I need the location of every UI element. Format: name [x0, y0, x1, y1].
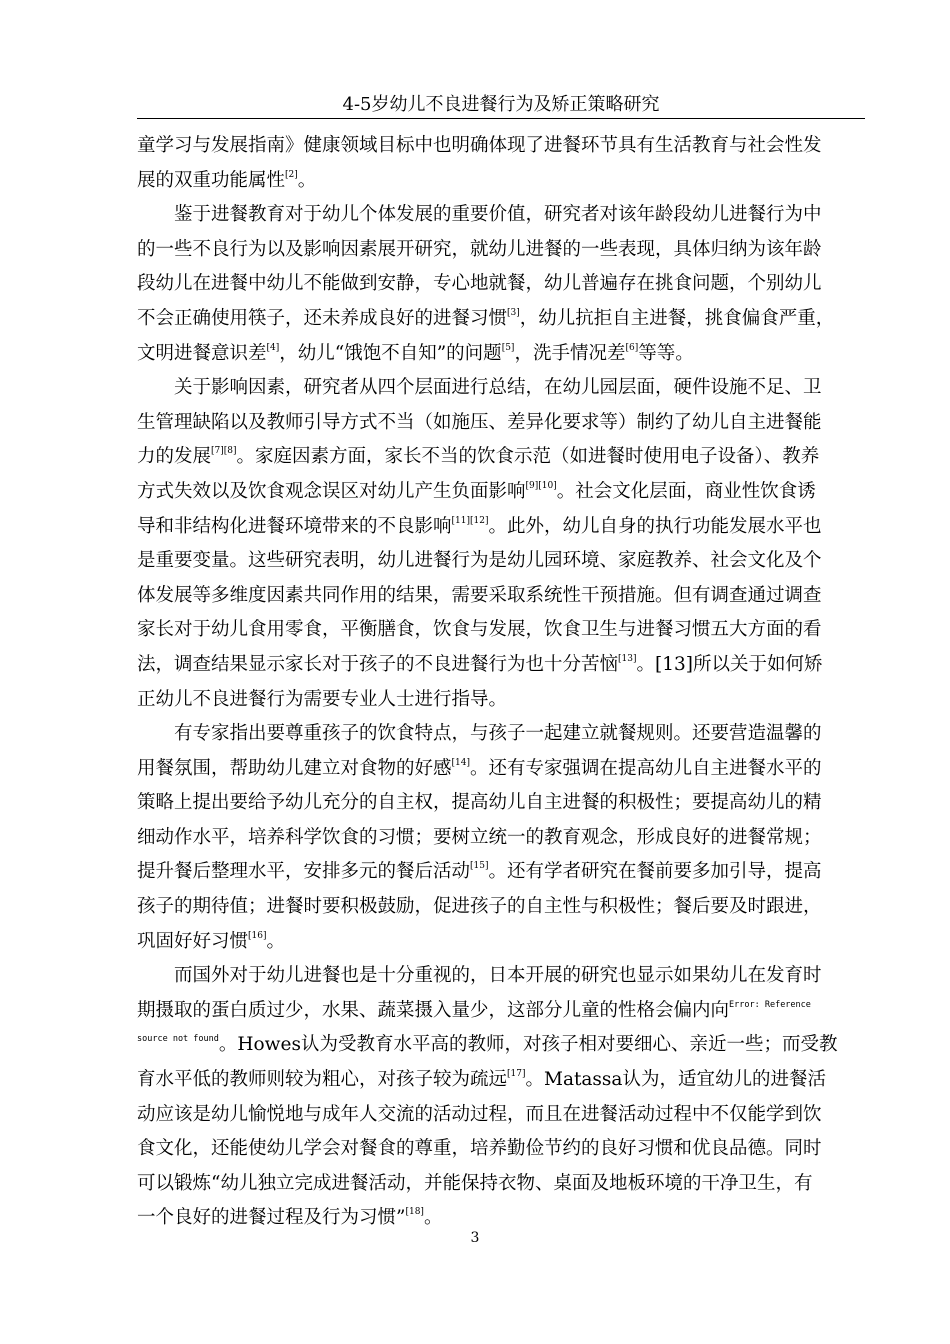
text-line: 力的发展[7][8]。家庭因素方面，家长不当的饮食示范（如进餐时使用电子设备）、教养 [137, 446, 820, 468]
text-line: 展的双重功能属性[2]。 [137, 169, 317, 191]
citation: [17] [507, 1069, 526, 1080]
text-line: 动应该是幼儿愉悦地与成年人交流的活动过程，而且在进餐活动过程中不仅能学到饮 [137, 1103, 822, 1125]
citation: [18] [405, 1207, 424, 1218]
text-line: 体发展等多维度因素共同作用的结果，需要采取系统性干预措施。但有调查通过调查 [137, 584, 822, 606]
text-line: 文明进餐意识差[4]，幼儿“饿饱不自知”的问题[5]，洗手情况差[6]等等。 [137, 342, 694, 364]
text-line: 家长对于幼儿食用零食，平衡膳食，饮食与发展，饮食卫生与进餐习惯五大方面的看 [137, 619, 822, 641]
citation: [11][12] [451, 515, 489, 526]
text-line: 一个良好的进餐过程及行为习惯”[18]。 [137, 1207, 443, 1229]
text-line: 细动作水平，培养科学饮食的习惯；要树立统一的教育观念，形成良好的进餐常规； [137, 826, 822, 848]
text-line: 方式失效以及饮食观念误区对幼儿产生负面影响[9][10]。社会文化层面，商业性饮食诱 [137, 480, 816, 502]
citation: [4] [266, 342, 280, 353]
paragraph [137, 959, 853, 1236]
text-line: 食文化，还能使幼儿学会对餐食的尊重，培养勤俭节约的良好习惯和优良品德。同时 [137, 1138, 822, 1160]
text-line: 鉴于进餐教育对于幼儿个体发展的重要价值，研究者对该年龄段幼儿进餐行为中 [174, 204, 822, 226]
paragraph [137, 371, 853, 717]
citation: [16] [248, 930, 267, 941]
text-line: 正幼儿不良进餐行为需要专业人士进行指导。 [137, 688, 508, 710]
citation: [7][8] [211, 446, 237, 457]
text-line: 而国外对于幼儿进餐也是十分重视的，日本开展的研究也显示如果幼儿在发育时 [174, 965, 822, 987]
text-line: 不会正确使用筷子，还未养成良好的进餐习惯[3]，幼儿抗拒自主进餐，挑食偏食严重， [137, 307, 835, 329]
citation: [15] [470, 861, 489, 872]
text-line: 的一些不良行为以及影响因素展开研究，就幼儿进餐的一些表现，具体归纳为该年龄 [137, 238, 822, 260]
text-line: 巩固好好习惯[16]。 [137, 930, 286, 952]
text-line: 育水平低的教师则较为粗心，对孩子较为疏远[17]。Matassa认为，适宜幼儿的进餐活 [137, 1069, 826, 1091]
text-line: 策略上提出要给予幼儿充分的自主权，提高幼儿自主进餐的积极性；要提高幼儿的精 [137, 792, 822, 814]
text-line: 段幼儿在进餐中幼儿不能做到安静，专心地就餐，幼儿普遍存在挑食问题，个别幼儿 [137, 273, 822, 295]
text-line: 法，调查结果显示家长对于孩子的不良进餐行为也十分苦恼[13]。[13]所以关于如何矫 [137, 653, 823, 675]
paragraph [137, 198, 853, 371]
page-number: 3 [470, 1230, 480, 1246]
text-line: 用餐氛围，帮助幼儿建立对食物的好感[14]。还有专家强调在提高幼儿自主进餐水平的 [137, 757, 822, 779]
reference-error: source not found [137, 1034, 219, 1045]
citation: [14] [451, 757, 470, 768]
text-line: 童学习与发展指南》健康领域目标中也明确体现了进餐环节具有生活教育与社会性发 [137, 135, 822, 156]
running-header: 4-5岁幼儿不良进餐行为及矫正策略研究 [342, 94, 660, 115]
paragraph [137, 129, 853, 198]
text-line: 有专家指出要尊重孩子的饮食特点，与孩子一起建立就餐规则。还要营造温馨的 [174, 723, 822, 745]
body-text [137, 129, 853, 1236]
header-rule [137, 118, 865, 119]
citation: [9][10] [525, 480, 557, 491]
citation: [13] [618, 653, 637, 664]
text-line: 导和非结构化进餐环境带来的不良影响[11][12]。此外，幼儿自身的执行功能发展水平也 [137, 515, 822, 537]
paragraph [137, 717, 853, 959]
text-line: 生管理缺陷以及教师引导方式不当（如施压、差异化要求等）制约了幼儿自主进餐能 [137, 411, 822, 433]
text-line: 关于影响因素，研究者从四个层面进行总结，在幼儿园层面，硬件设施不足、卫 [174, 377, 822, 399]
text-line: 提升餐后整理水平，安排多元的餐后活动[15]。还有学者研究在餐前要多加引导，提高 [137, 861, 822, 883]
text-line: 孩子的期待值；进餐时要积极鼓励，促进孩子的自主性与积极性；餐后要及时跟进， [137, 896, 822, 918]
citation: [5] [501, 342, 515, 353]
citation: [6] [625, 342, 639, 353]
citation: [3] [507, 307, 520, 318]
text-line: 是重要变量。这些研究表明，幼儿进餐行为是幼儿园环境、家庭教养、社会文化及个 [137, 550, 822, 572]
text-line: 期摄取的蛋白质过少，水果、蔬菜摄入量少，这部分儿童的性格会偏内向$^{Error: Reference}$ [137, 999, 811, 1021]
text-line: 可以锻炼“幼儿独立完成进餐活动，并能保持衣物、桌面及地板环境的干净卫生，有 [137, 1172, 813, 1194]
reference-error: Error: Reference [729, 999, 811, 1010]
citation: [2] [285, 169, 298, 180]
text-line: $^{source not found}$。Howes认为受教育水平高的教师，对孩子相对要细心、亲近一些；而受教 [137, 1034, 838, 1056]
